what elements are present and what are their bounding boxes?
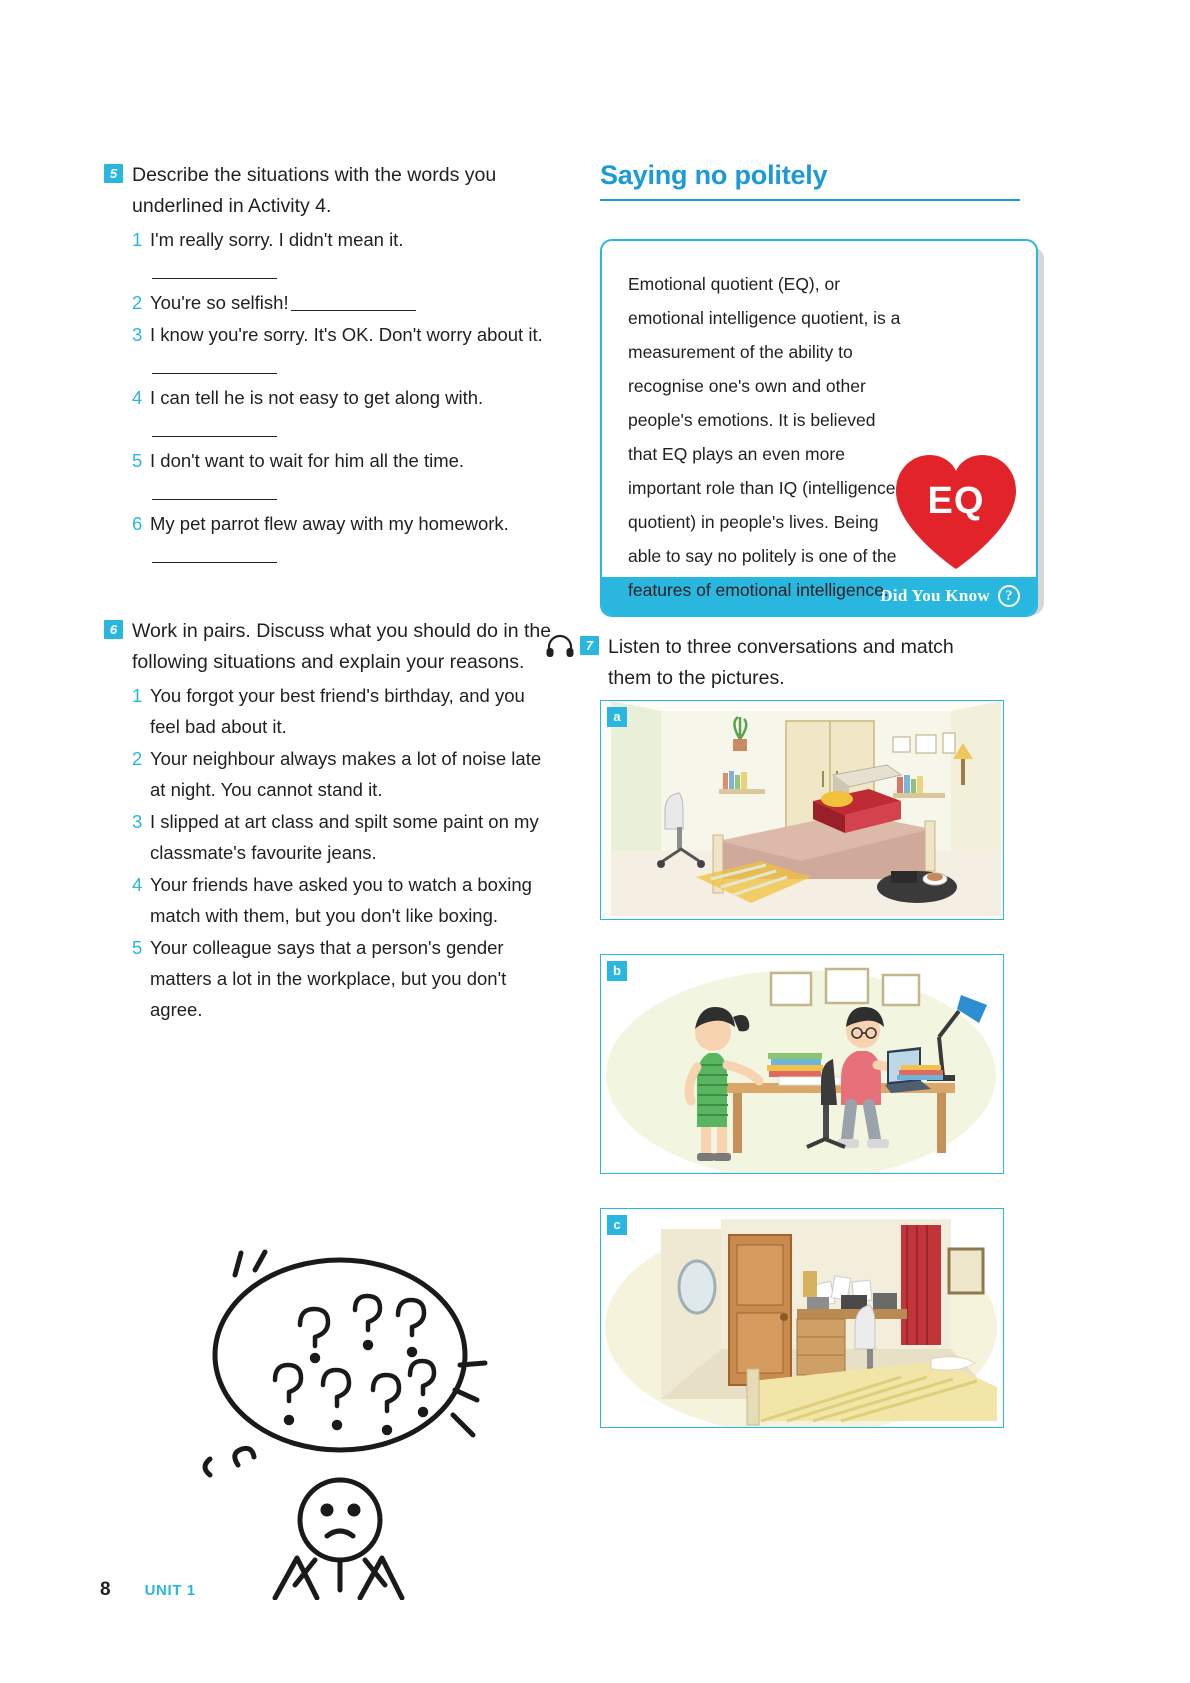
activity-7 (580, 632, 1000, 696)
item-number: 1 (132, 685, 143, 706)
answer-blank[interactable] (291, 295, 416, 311)
list-item (132, 680, 554, 742)
picture-c[interactable] (600, 1208, 1004, 1428)
item-text: I know you're sorry. It's OK. Don't worry about it. (150, 319, 554, 381)
page-footer (100, 1579, 196, 1601)
item-text: Your colleague says that a person's gender matters a lot in the workplace, but you don't agree. (150, 937, 507, 1020)
item-text: I'm really sorry. I didn't mean it. (150, 224, 554, 286)
page-number: 8 (100, 1579, 111, 1600)
did-you-know-label: Did You Know (880, 586, 990, 605)
item-number: 4 (132, 387, 143, 408)
activity-5 (104, 160, 554, 570)
activity-7-title: Listen to three conversations and match them to the pictures. (608, 636, 954, 689)
list-item (132, 224, 554, 286)
right-column (600, 160, 1020, 617)
picture-list (600, 700, 1004, 1462)
item-number: 3 (132, 811, 143, 832)
list-item (132, 932, 554, 1025)
item-number: 3 (132, 324, 143, 345)
unit-label: UNIT 1 (144, 1582, 196, 1599)
activity-6-header (104, 616, 554, 678)
activity-7-header (580, 632, 1000, 694)
did-you-know-text: Emotional quotient (EQ), or emotional intelligence quotient, is a measurement of the ability to recognise one's own and other people's emotions. It is believed that EQ plays an even more important role than IQ (intelligence quotient) in people's lives. Being able to say no politely is one of the features of emotional intelligence. (628, 274, 901, 600)
picture-label-c: c (607, 1215, 627, 1235)
item-number: 4 (132, 874, 143, 895)
svg-text:EQ: EQ (927, 480, 985, 522)
item-number: 2 (132, 292, 143, 313)
item-text: Your neighbour always makes a lot of noise late at night. You cannot stand it. (150, 748, 542, 800)
activity-5-number: 5 (104, 164, 123, 183)
item-text: You forgot your best friend's birthday, and you feel bad about it. (150, 685, 525, 737)
thinking-person-doodle-illustration (155, 1230, 515, 1600)
item-text: I can tell he is not easy to get along with. (150, 382, 554, 444)
list-item (132, 508, 554, 570)
activity-5-header (104, 160, 554, 222)
item-text: Your friends have asked you to watch a boxing match with them, but you don't like boxing. (150, 874, 532, 926)
activity-6 (104, 616, 554, 1025)
picture-label-a: a (607, 707, 627, 727)
activity-7-number: 7 (580, 636, 599, 655)
students-studying-illustration (601, 955, 1004, 1174)
activity-5-list (104, 224, 554, 570)
question-mark-icon: ? (998, 585, 1020, 607)
answer-blank[interactable] (152, 484, 277, 500)
section-title: Saying no politely (600, 160, 1020, 201)
untidy-bedroom-illustration (601, 1209, 1004, 1428)
item-text: I don't want to wait for him all the time. (150, 445, 554, 507)
item-text: You're so selfish! (150, 287, 554, 318)
item-number: 5 (132, 450, 143, 471)
list-item (132, 743, 554, 805)
list-item (132, 445, 554, 507)
item-number: 2 (132, 748, 143, 769)
bedroom-packing-illustration (601, 701, 1004, 920)
item-number: 5 (132, 937, 143, 958)
list-item (132, 287, 554, 318)
answer-blank[interactable] (152, 421, 277, 437)
item-text: I slipped at art class and spilt some paint on my classmate's favourite jeans. (150, 811, 539, 863)
activity-5-title: Describe the situations with the words you underlined in Activity 4. (132, 164, 497, 217)
activity-6-list (104, 680, 554, 1025)
item-text: My pet parrot flew away with my homework. (150, 508, 554, 570)
picture-b[interactable] (600, 954, 1004, 1174)
picture-label-b: b (607, 961, 627, 981)
did-you-know-box (600, 239, 1038, 617)
activity-6-number: 6 (104, 620, 123, 639)
list-item (132, 319, 554, 381)
list-item (132, 806, 554, 868)
answer-blank[interactable] (152, 358, 277, 374)
item-number: 6 (132, 513, 143, 534)
list-item (132, 869, 554, 931)
list-item (132, 382, 554, 444)
item-number: 1 (132, 229, 143, 250)
left-column (104, 160, 554, 1026)
answer-blank[interactable] (152, 263, 277, 279)
answer-blank[interactable] (152, 547, 277, 563)
activity-6-title: Work in pairs. Discuss what you should do in the following situations and explain your reasons. (132, 620, 552, 673)
picture-a[interactable] (600, 700, 1004, 920)
headphones-icon (545, 634, 575, 658)
